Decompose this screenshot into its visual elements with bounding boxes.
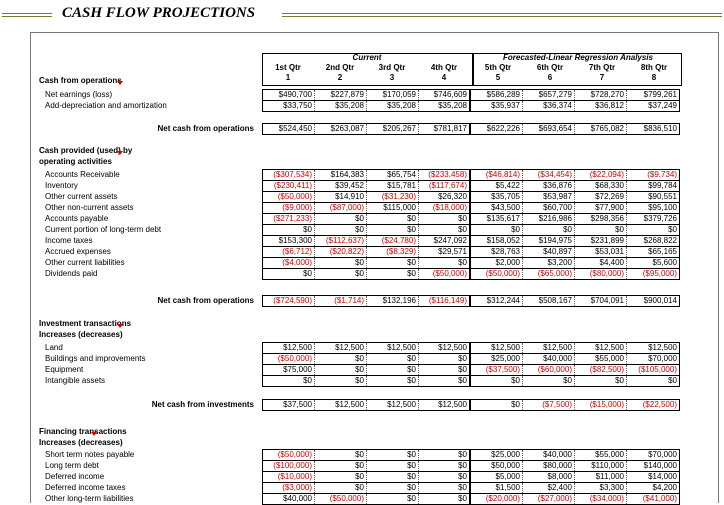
value-cell[interactable]: $0 (419, 483, 471, 493)
value-cell[interactable]: $80,000 (523, 461, 575, 471)
quarter-header: 2nd Qtr (325, 63, 355, 72)
value-cell[interactable]: ($50,000) (263, 354, 315, 364)
value-cell[interactable]: $15,781 (367, 181, 419, 191)
value-cell[interactable]: $40,000 (523, 450, 575, 460)
data-row (262, 375, 680, 387)
quarter-header: 8th Qtr (640, 63, 668, 72)
value-cell[interactable]: $39,452 (315, 181, 367, 191)
value-cell[interactable]: $8,000 (523, 472, 575, 482)
value-cell[interactable]: $0 (419, 365, 471, 375)
value-cell[interactable]: $53,987 (523, 192, 575, 202)
value-cell[interactable]: $0 (263, 376, 315, 386)
comment-indicator-icon[interactable] (117, 324, 123, 328)
value-cell[interactable]: $1,500 (471, 483, 523, 493)
value-cell[interactable]: $35,705 (471, 192, 523, 202)
row-label: Deferred income taxes (45, 483, 126, 492)
value-cell[interactable]: $0 (315, 461, 367, 471)
value-cell[interactable]: ($15,000) (575, 400, 627, 410)
value-cell[interactable]: $2,000 (471, 258, 523, 268)
value-cell[interactable]: $2,400 (523, 483, 575, 493)
value-cell[interactable]: $0 (315, 258, 367, 268)
comment-indicator-icon[interactable] (91, 432, 97, 436)
value-cell[interactable]: $26,320 (419, 192, 471, 202)
value-cell[interactable]: $194,975 (523, 236, 575, 246)
value-cell[interactable]: ($105,000) (638, 365, 677, 374)
title-rule-left (2, 13, 52, 17)
value-cell[interactable]: $110,000 (575, 461, 627, 471)
value-cell[interactable]: ($37,500) (471, 365, 523, 375)
value-cell[interactable]: $728,270 (575, 90, 627, 100)
quarter-header: 5th Qtr (484, 63, 512, 72)
value-cell[interactable]: $12,500 (419, 400, 471, 410)
row-label: Dividends paid (45, 269, 98, 278)
value-cell[interactable]: $14,000 (648, 472, 677, 481)
section-heading: Investment transactions (39, 319, 132, 328)
value-cell[interactable]: ($117,674) (419, 181, 471, 191)
value-cell[interactable]: $0 (419, 472, 471, 482)
value-cell[interactable]: $0 (315, 214, 367, 224)
spreadsheet-area[interactable] (30, 32, 719, 503)
value-cell[interactable]: $36,812 (575, 101, 627, 111)
value-cell[interactable]: $65,165 (648, 247, 677, 256)
group-forecast: Forecasted-Linear Regression Analysis (503, 53, 653, 62)
value-cell[interactable]: $5,422 (471, 181, 523, 191)
value-cell[interactable]: ($9,000) (263, 203, 315, 213)
value-cell[interactable]: $0 (668, 225, 677, 234)
value-cell[interactable]: $746,609 (419, 90, 471, 100)
row-label: Income taxes (45, 236, 93, 245)
value-cell[interactable]: $0 (367, 483, 419, 493)
quarter-number: 8 (651, 73, 657, 82)
value-cell[interactable]: $0 (367, 461, 419, 471)
total-row (262, 123, 680, 135)
value-cell[interactable]: ($87,000) (315, 203, 367, 213)
row-label: Add-depreciation and amortization (45, 101, 167, 110)
value-cell[interactable]: $4,200 (652, 483, 677, 492)
value-cell[interactable]: $3,200 (523, 258, 575, 268)
value-cell[interactable]: $36,374 (523, 101, 575, 111)
value-cell[interactable]: ($233,458) (419, 170, 471, 180)
comment-indicator-icon[interactable] (117, 151, 123, 155)
value-cell[interactable]: ($65,000) (523, 269, 575, 279)
value-cell[interactable]: $0 (419, 225, 471, 235)
value-cell[interactable]: ($24,780) (367, 236, 419, 246)
total-label: Net cash from operations (157, 296, 254, 305)
value-cell[interactable]: ($3,000) (263, 483, 315, 493)
value-cell[interactable]: $247,092 (419, 236, 471, 246)
value-cell[interactable]: $657,279 (523, 90, 575, 100)
value-cell[interactable]: $0 (367, 269, 419, 279)
value-cell[interactable]: ($22,094) (575, 170, 627, 180)
value-cell[interactable]: $0 (367, 472, 419, 482)
row-label: Land (45, 343, 63, 352)
section-heading: Financing transactions (39, 427, 127, 436)
value-cell[interactable]: $40,000 (523, 354, 575, 364)
value-cell[interactable]: $70,000 (648, 450, 677, 459)
value-cell[interactable]: $227,879 (315, 90, 367, 100)
value-cell[interactable]: ($31,230) (367, 192, 419, 202)
value-cell[interactable]: $298,356 (575, 214, 627, 224)
value-cell[interactable]: $900,014 (643, 296, 677, 305)
value-cell[interactable]: ($271,233) (263, 214, 315, 224)
value-cell[interactable]: $12,500 (419, 343, 471, 353)
value-cell[interactable]: ($10,000) (263, 472, 315, 482)
quarter-number: 3 (389, 73, 395, 82)
value-cell[interactable]: $35,208 (419, 101, 471, 111)
value-cell[interactable]: ($27,000) (523, 494, 575, 504)
value-cell[interactable]: $0 (471, 225, 523, 235)
value-cell[interactable]: ($4,000) (263, 258, 315, 268)
value-cell[interactable]: $0 (367, 258, 419, 268)
value-cell[interactable]: $60,700 (523, 203, 575, 213)
total-row (262, 399, 680, 411)
value-cell[interactable]: $524,450 (263, 124, 315, 134)
value-cell[interactable]: ($50,000) (471, 269, 523, 279)
value-cell[interactable]: $205,267 (367, 124, 419, 134)
row-label: Current portion of long-term debt (45, 225, 162, 234)
value-cell[interactable]: $231,899 (575, 236, 627, 246)
row-label: Other current assets (45, 192, 118, 201)
value-cell[interactable]: $508,167 (523, 296, 575, 306)
value-cell[interactable]: $836,510 (643, 124, 677, 133)
value-cell[interactable]: $12,500 (575, 343, 627, 353)
value-cell[interactable]: $12,500 (315, 400, 367, 410)
value-cell[interactable]: $312,244 (471, 296, 523, 306)
section-heading: Increases (decreases) (39, 330, 123, 339)
quarter-header: 7th Qtr (588, 63, 616, 72)
value-cell[interactable]: $799,261 (643, 90, 677, 99)
value-cell[interactable]: ($8,329) (367, 247, 419, 257)
value-cell[interactable]: $622,226 (471, 124, 523, 134)
row-label: Equipment (45, 365, 84, 374)
value-cell[interactable]: $0 (668, 376, 677, 385)
value-cell[interactable]: $0 (419, 376, 471, 386)
value-cell[interactable]: $37,249 (648, 101, 677, 110)
value-cell[interactable]: ($46,814) (471, 170, 523, 180)
value-cell[interactable]: ($60,000) (523, 365, 575, 375)
quarter-number: 2 (337, 73, 343, 82)
quarter-number: 6 (547, 73, 553, 82)
value-cell[interactable]: $40,897 (523, 247, 575, 257)
value-cell[interactable]: $72,269 (575, 192, 627, 202)
value-cell[interactable]: $37,500 (263, 400, 315, 410)
quarter-header: 4th Qtr (430, 63, 458, 72)
value-cell[interactable]: $0 (523, 225, 575, 235)
value-cell[interactable]: ($20,822) (315, 247, 367, 257)
section-heading: Cash provided (used) by (39, 146, 133, 155)
value-cell[interactable]: $781,817 (419, 124, 471, 134)
total-row (262, 295, 680, 307)
value-cell[interactable]: $0 (315, 365, 367, 375)
value-cell[interactable]: $0 (419, 258, 471, 268)
value-cell[interactable]: $12,500 (648, 343, 677, 352)
value-cell[interactable]: ($34,000) (575, 494, 627, 504)
quarter-header: 3rd Qtr (378, 63, 406, 72)
value-cell[interactable]: ($22,500) (642, 400, 677, 409)
value-cell[interactable]: $70,000 (648, 354, 677, 363)
value-cell[interactable]: $0 (419, 461, 471, 471)
value-cell[interactable]: $35,208 (315, 101, 367, 111)
total-label: Net cash from operations (157, 124, 254, 133)
value-cell[interactable]: ($7,500) (523, 400, 575, 410)
row-label: Inventory (45, 181, 78, 190)
quarter-number: 1 (285, 73, 291, 82)
title-bar (0, 0, 724, 30)
value-cell[interactable]: $55,000 (575, 354, 627, 364)
value-cell[interactable]: ($6,712) (263, 247, 315, 257)
value-cell[interactable]: $90,551 (648, 192, 677, 201)
comment-indicator-icon[interactable] (117, 81, 123, 85)
value-cell[interactable]: $164,383 (315, 170, 367, 180)
value-cell[interactable]: $95,100 (648, 203, 677, 212)
value-cell[interactable]: ($80,000) (575, 269, 627, 279)
value-cell[interactable]: $0 (419, 214, 471, 224)
value-cell[interactable]: $0 (419, 354, 471, 364)
value-cell[interactable]: $50,000 (471, 461, 523, 471)
value-cell[interactable]: $0 (367, 450, 419, 460)
value-cell[interactable]: $5,600 (652, 258, 677, 267)
value-cell[interactable]: ($9,734) (647, 170, 677, 179)
value-cell[interactable]: $0 (315, 450, 367, 460)
value-cell[interactable]: $12,500 (523, 343, 575, 353)
total-label: Net cash from investments (151, 400, 254, 409)
group-current: Current (352, 53, 382, 62)
value-cell[interactable]: $0 (367, 225, 419, 235)
value-cell[interactable]: ($724,590) (263, 296, 315, 306)
value-cell[interactable]: ($100,000) (263, 461, 315, 471)
value-cell[interactable]: $3,300 (575, 483, 627, 493)
value-cell[interactable]: $0 (419, 494, 471, 504)
value-cell[interactable]: $153,300 (263, 236, 315, 246)
value-cell[interactable]: $35,208 (367, 101, 419, 111)
quarter-number: 7 (599, 73, 605, 82)
value-cell[interactable]: $0 (367, 376, 419, 386)
value-cell[interactable]: $0 (315, 269, 367, 279)
value-cell[interactable]: $216,986 (523, 214, 575, 224)
value-cell[interactable]: $0 (263, 269, 315, 279)
value-cell[interactable]: ($95,000) (642, 269, 677, 278)
section-heading: operating activities (39, 157, 112, 166)
value-cell[interactable]: ($112,637) (315, 236, 367, 246)
value-cell[interactable]: $765,082 (575, 124, 627, 134)
value-cell[interactable]: $0 (419, 450, 471, 460)
value-cell[interactable]: ($116,149) (419, 296, 471, 306)
section-heading: Cash from operations (39, 76, 122, 85)
row-label: Other non-current assets (45, 203, 134, 212)
value-cell[interactable]: $12,500 (367, 400, 419, 410)
quarter-number: 5 (495, 73, 501, 82)
value-cell[interactable]: $12,500 (315, 343, 367, 353)
page-title: CASH FLOW PROJECTIONS (62, 5, 256, 21)
value-cell[interactable]: $263,087 (315, 124, 367, 134)
value-cell[interactable]: $43,500 (471, 203, 523, 213)
value-cell[interactable]: $35,937 (471, 101, 523, 111)
section-heading: Increases (decreases) (39, 438, 123, 447)
value-cell[interactable]: $586,289 (471, 90, 523, 100)
row-label: Deferred income (45, 472, 105, 481)
value-cell[interactable]: $53,031 (575, 247, 627, 257)
value-cell[interactable]: $693,654 (523, 124, 575, 134)
title-rule-right (282, 13, 722, 17)
data-row (262, 100, 680, 112)
value-cell[interactable]: $0 (471, 400, 523, 410)
value-cell[interactable]: ($50,000) (419, 269, 471, 279)
value-cell[interactable]: $0 (315, 354, 367, 364)
value-cell[interactable]: $0 (367, 354, 419, 364)
row-label: Short term notes payable (45, 450, 135, 459)
value-cell[interactable]: $158,052 (471, 236, 523, 246)
value-cell[interactable]: $490,700 (263, 90, 315, 100)
value-cell[interactable]: $65,754 (367, 170, 419, 180)
quarter-header: 6th Qtr (536, 63, 564, 72)
value-cell[interactable]: $68,330 (575, 181, 627, 191)
value-cell[interactable]: $25,000 (471, 450, 523, 460)
value-cell[interactable]: ($50,000) (263, 450, 315, 460)
value-cell[interactable]: ($50,000) (315, 494, 367, 504)
row-label: Other long-term liabilities (45, 494, 134, 503)
value-cell[interactable]: $12,500 (471, 343, 523, 353)
row-label: Long term debt (45, 461, 99, 470)
row-label: Accounts Receivable (45, 170, 120, 179)
value-cell[interactable]: $135,617 (471, 214, 523, 224)
value-cell[interactable]: $77,900 (575, 203, 627, 213)
value-cell[interactable]: $0 (315, 483, 367, 493)
value-cell[interactable]: $0 (367, 214, 419, 224)
value-cell[interactable]: $0 (523, 376, 575, 386)
value-cell[interactable]: $0 (471, 376, 523, 386)
value-cell[interactable]: $140,000 (643, 461, 677, 470)
value-cell[interactable]: ($230,411) (263, 181, 315, 191)
value-cell[interactable]: $132,196 (367, 296, 419, 306)
row-label: Net earnings (loss) (45, 90, 113, 99)
value-cell[interactable]: $25,000 (471, 354, 523, 364)
value-cell[interactable]: $170,059 (367, 90, 419, 100)
value-cell[interactable]: $0 (367, 494, 419, 504)
row-label: Accounts payable (45, 214, 109, 223)
row-label: Other current liabilities (45, 258, 125, 267)
value-cell[interactable]: ($20,000) (471, 494, 523, 504)
value-cell[interactable]: $14,910 (315, 192, 367, 202)
value-cell[interactable]: $5,000 (471, 472, 523, 482)
value-cell[interactable]: $12,500 (263, 343, 315, 353)
value-cell[interactable]: $33,750 (263, 101, 315, 111)
value-cell[interactable]: $0 (315, 376, 367, 386)
value-cell[interactable]: $29,571 (419, 247, 471, 257)
value-cell[interactable]: ($34,454) (523, 170, 575, 180)
value-cell[interactable]: ($18,000) (419, 203, 471, 213)
value-cell[interactable]: $40,000 (263, 494, 315, 504)
row-label: Intangible assets (45, 376, 106, 385)
value-cell[interactable]: $99,784 (648, 181, 677, 190)
value-cell[interactable]: ($41,000) (642, 494, 677, 503)
data-row (262, 493, 680, 505)
data-row (262, 268, 680, 280)
value-cell[interactable]: $0 (315, 225, 367, 235)
quarter-header: 1st Qtr (275, 63, 301, 72)
value-cell[interactable]: $36,876 (523, 181, 575, 191)
value-cell[interactable]: $268,822 (643, 236, 677, 245)
value-cell[interactable]: ($1,714) (315, 296, 367, 306)
value-cell[interactable]: $11,000 (575, 472, 627, 482)
value-cell[interactable]: $115,000 (367, 203, 419, 213)
value-cell[interactable]: $0 (263, 225, 315, 235)
value-cell[interactable]: $0 (315, 472, 367, 482)
value-cell[interactable]: $704,091 (575, 296, 627, 306)
value-cell[interactable]: ($50,000) (263, 192, 315, 202)
quarter-number: 4 (441, 73, 447, 82)
value-cell[interactable]: $75,000 (263, 365, 315, 375)
value-cell[interactable]: $0 (575, 225, 627, 235)
value-cell[interactable]: ($307,534) (263, 170, 315, 180)
value-cell[interactable]: $12,500 (367, 343, 419, 353)
row-label: Buildings and improvements (45, 354, 146, 363)
value-cell[interactable]: $379,726 (643, 214, 677, 223)
value-cell[interactable]: ($82,500) (575, 365, 627, 375)
value-cell[interactable]: $0 (575, 376, 627, 386)
value-cell[interactable]: $28,763 (471, 247, 523, 257)
value-cell[interactable]: $0 (367, 365, 419, 375)
value-cell[interactable]: $55,000 (575, 450, 627, 460)
value-cell[interactable]: $4,400 (575, 258, 627, 268)
row-label: Accrued expenses (45, 247, 111, 256)
